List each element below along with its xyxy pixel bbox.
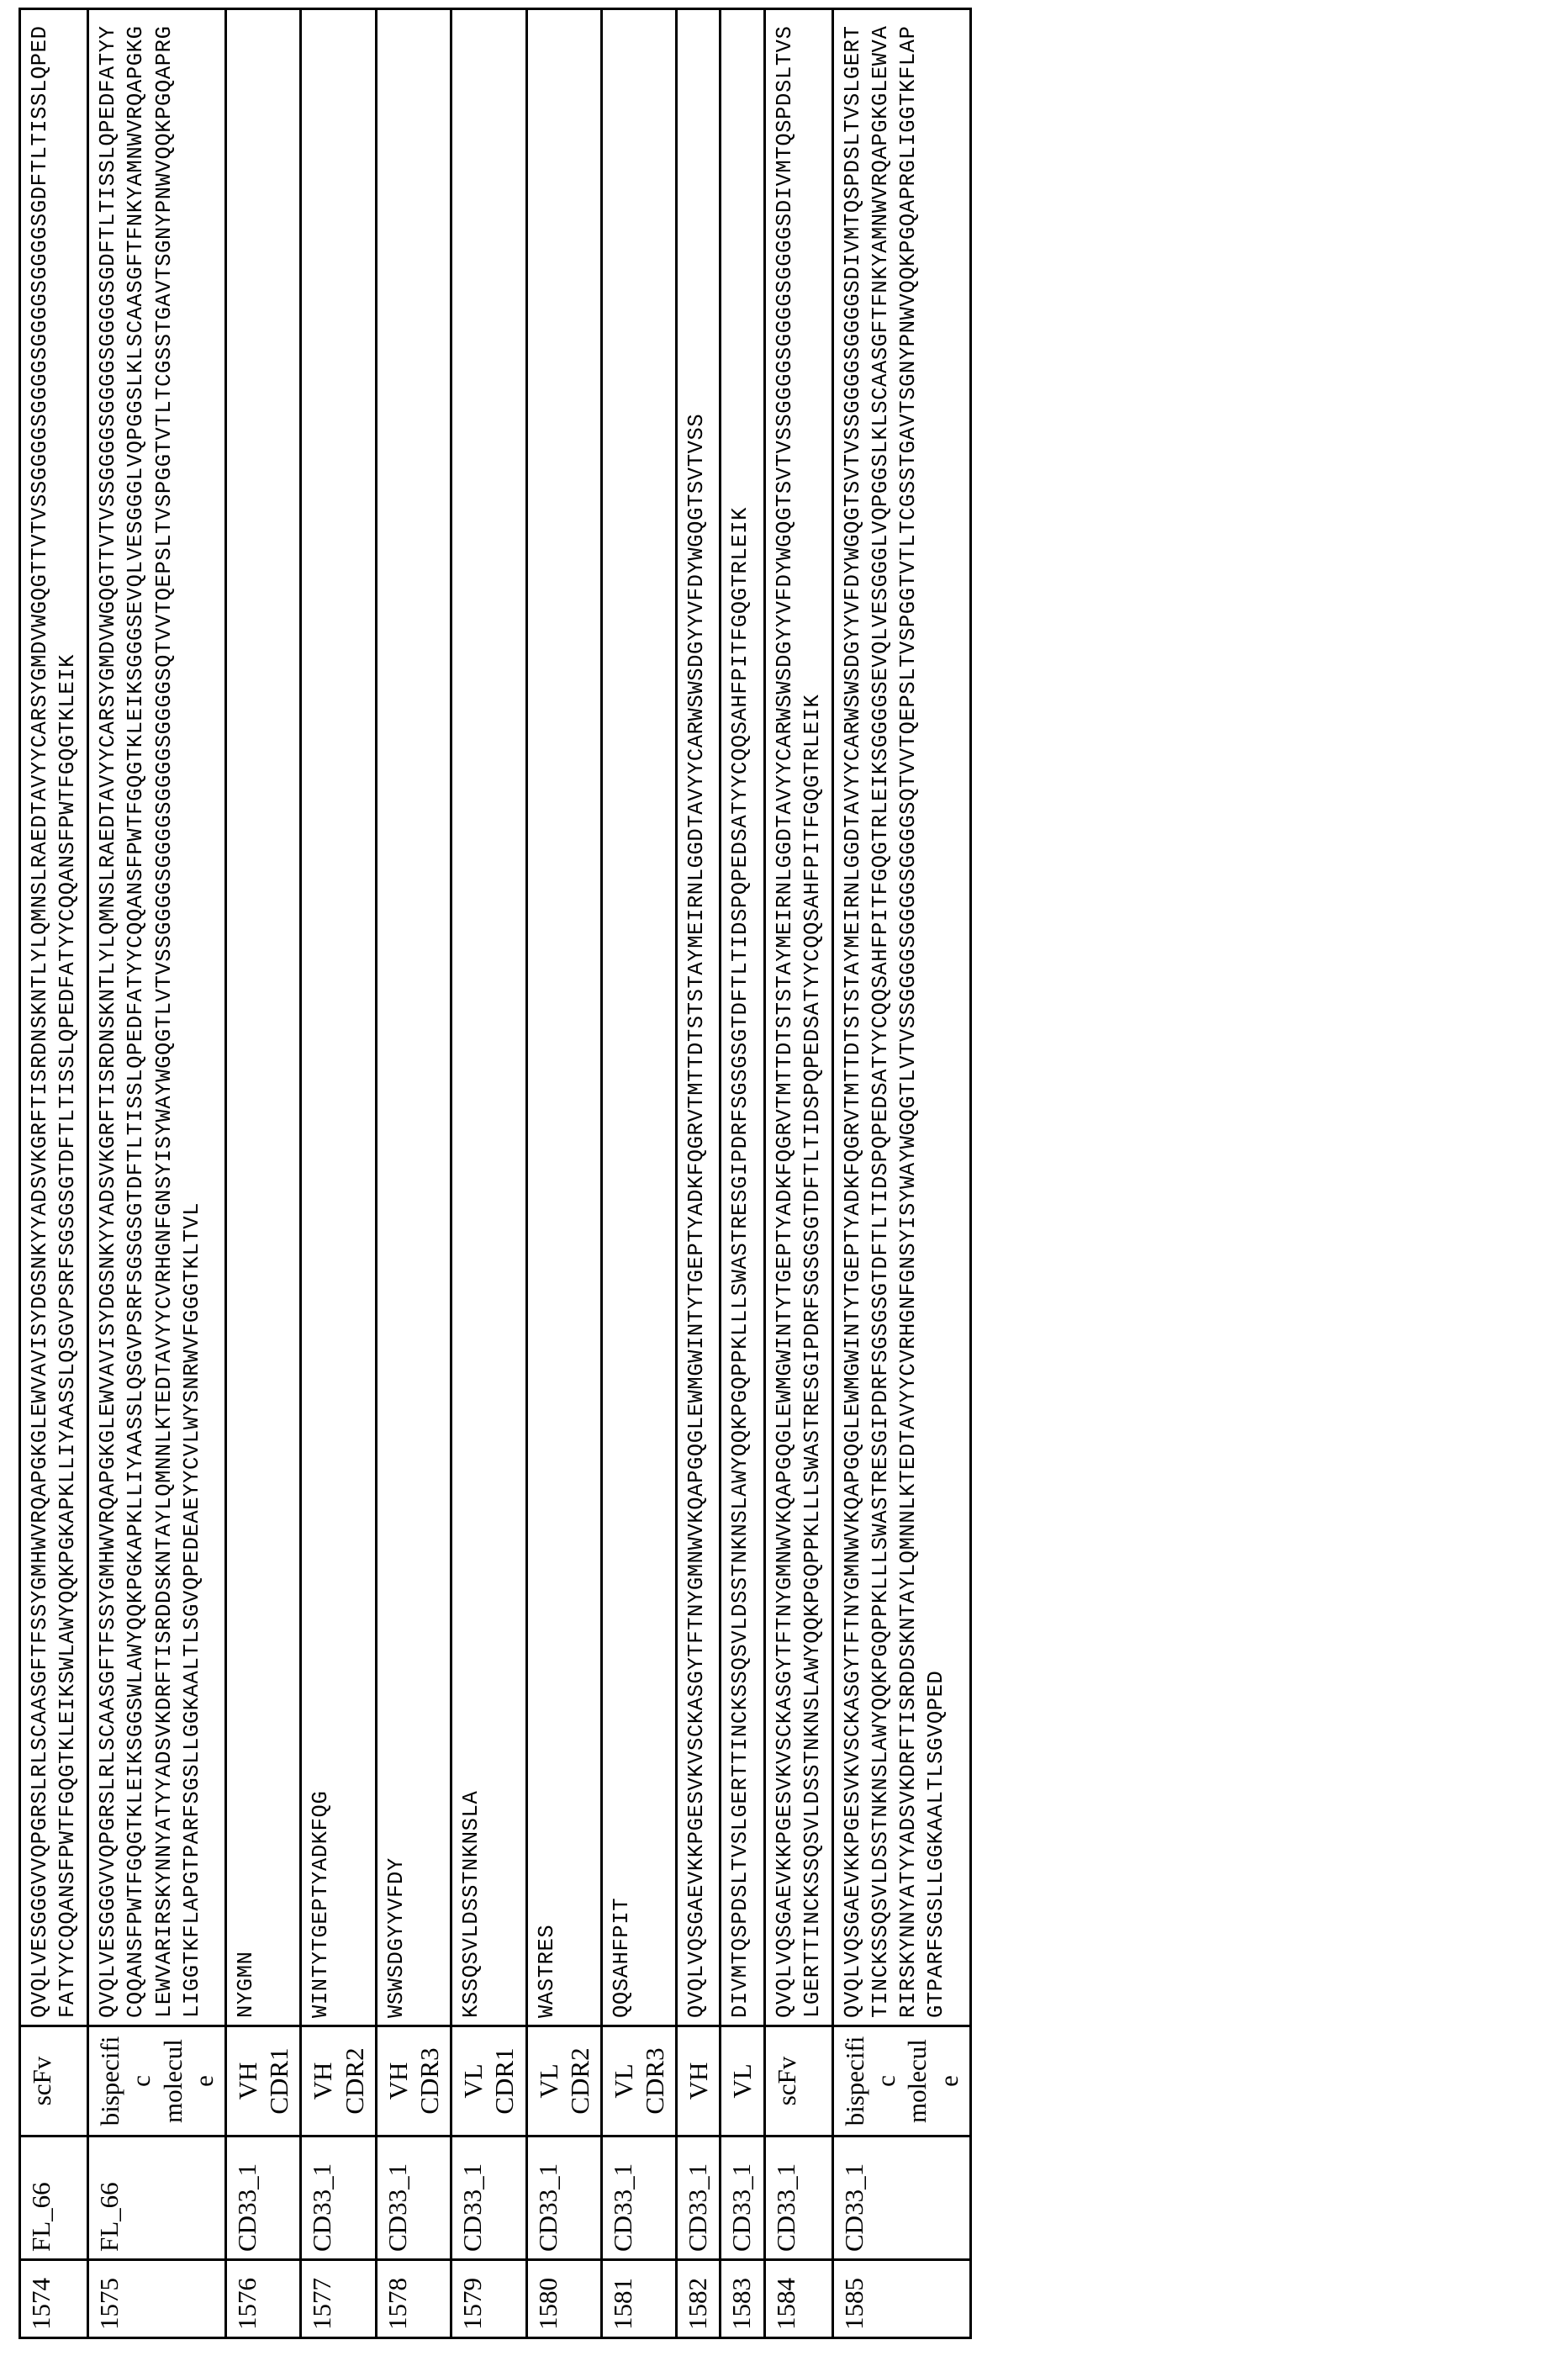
sequence-name-cell: CD33_1 bbox=[832, 2137, 970, 2260]
amino-acid-sequence-cell: QVQLVQSGAEVKKPGESVKVSCKASGYTFTNYGMNWVKQAPGQGLEWMGWINTYTGEPTYADKFQGRVTMTTDTSTSTAYMEIRNLGGDTAVYYCARWSWSDGYYVFDYWGQGTSVTVSSGGGGSGGGGSDIVMTQSPDSLTVSLGERTTINCKSSQSVLDSSTNKNSLAWYQQKPGQPPKLLLSWASTRESGIPDRFSGSGSGTDFTLTIDSPQPEDSATYYCQQSAHFPITFGQGTRLEIKSGGGGSEVQLVESGGGLVQPGGSLKLSCAASGFTFNKYAMNWVRQAPGKGLEWVARIRSKYNNYATYYADSVKDRFTISRDDSKNTAYLQMNNLKTEDTAVYYCVRHGNFGNSYISYWAYWGQGTLVTVSSGGGGSGGGGSGGGGSQTVVTQEPSLTVSPGGTVTLTCGSSTGAVTSGNYPNWVQQKPGQAPRGLIGGTKFLAPGTPARFSGSLLGGKAALTLSGVQPED bbox=[832, 9, 970, 2026]
molecule-type-label: scFv bbox=[771, 2056, 801, 2106]
sequence-listing-table-wrap bbox=[18, 17, 1280, 2339]
molecule-type-cell bbox=[226, 2026, 301, 2137]
sequence-name-cell: CD33_1 bbox=[526, 2137, 601, 2260]
molecule-type-cell bbox=[301, 2026, 376, 2137]
molecule-type-label: VL CDR3 bbox=[608, 2047, 670, 2115]
seq-id-cell: 1577 bbox=[301, 2260, 376, 2338]
sequence-name-cell: CD33_1 bbox=[677, 2137, 721, 2260]
molecule-type-cell bbox=[451, 2026, 526, 2137]
table-row bbox=[721, 9, 764, 2338]
table-row bbox=[601, 9, 676, 2338]
amino-acid-sequence-cell: QQSAHFPIT bbox=[601, 9, 676, 2026]
sequence-name-cell: FL_66 bbox=[20, 2137, 88, 2260]
molecule-type-cell bbox=[20, 2026, 88, 2137]
table-row bbox=[832, 9, 970, 2338]
table-row bbox=[526, 9, 601, 2338]
table-row bbox=[376, 9, 451, 2338]
molecule-type-cell bbox=[677, 2026, 721, 2137]
molecule-type-label: scFv bbox=[27, 2056, 56, 2106]
seq-id-cell: 1585 bbox=[832, 2260, 970, 2338]
seq-id-cell: 1579 bbox=[451, 2260, 526, 2338]
molecule-type-label: VL CDR1 bbox=[458, 2047, 520, 2115]
sequence-name-cell: CD33_1 bbox=[226, 2137, 301, 2260]
amino-acid-sequence-cell: NYGMN bbox=[226, 9, 301, 2026]
amino-acid-sequence-cell: QVQLVESGGGVVQPGRSLRLSCAASGFTFSSYGMHWVRQAPGKGLEWVAVISYDGSNKYYADSVKGRFTISRDNSKNTLYLQMNSLRAEDTAVYYCARSYGMDVWGQGTTVTVSSGGGGSGGGGSGGGGSGGGGSGDFTLTISSLQPEDFATYYCQQANSFPWTFGQGTKLEIKSWLAWYQQKPGKAPKLLIYAASSLQSGVPSRFSGSGSGTDFTLTISSLQPEDFATYYCQQANSFPWTFGQGTKLEIK bbox=[20, 9, 88, 2026]
amino-acid-sequence-cell: WASTRES bbox=[526, 9, 601, 2026]
table-row bbox=[20, 9, 88, 2338]
amino-acid-sequence-cell: WSWSDGYYVFDY bbox=[376, 9, 451, 2026]
molecule-type-label: bispecific molecule bbox=[839, 2036, 964, 2126]
seq-id-cell: 1580 bbox=[526, 2260, 601, 2338]
seq-id-cell: 1578 bbox=[376, 2260, 451, 2338]
amino-acid-sequence-cell: DIVMTQSPDSLTVSLGERTTINCKSSQSVLDSSTNKNSLAWYQQKPGQPPKLLLSWASTRESGIPDRFSGSGSGTDFTLTIDSPQPEDSATYYCQQSAHFPITFGQGTRLEIK bbox=[721, 9, 764, 2026]
seq-id-cell: 1574 bbox=[20, 2260, 88, 2338]
table-row bbox=[226, 9, 301, 2338]
molecule-type-label: VH bbox=[684, 2062, 714, 2100]
molecule-type-cell bbox=[832, 2026, 970, 2137]
sequence-name-cell: CD33_1 bbox=[451, 2137, 526, 2260]
sequence-name-cell: CD33_1 bbox=[301, 2137, 376, 2260]
sequence-name-cell: CD33_1 bbox=[721, 2137, 764, 2260]
amino-acid-sequence-cell: QVQLVQSGAEVKKPGESVKVSCKASGYTFTNYGMNWVKQAPGQGLEWMGWINTYTGEPTYADKFQGRVTMTTDTSTSTAYMEIRNLGGDTAVYYCARWSWSDGYYVFDYWGQGTSVTVSS bbox=[677, 9, 721, 2026]
table-row bbox=[88, 9, 226, 2338]
amino-acid-sequence-cell: QVQLVQSGAEVKKPGESVKVSCKASGYTFTNYGMNWVKQAPGQGLEWMGWINTYTGEPTYADKFQGRVTMTTDTSTSTAYMEIRNLGGDTAVYYCARWSWSDGYYVFDYWGQGTSVTVSSGGGGSGGGGSGGGGSDIVMTQSPDSLTVSLGERTTINCKSSQSVLDSSTNKNSLAWYQQKPGQPPKLLLSWASTRESGIPDRFSGSGSGTDFTLTIDSPQPEDSATYYCQQSAHFPITFGQGTRLEIK bbox=[764, 9, 832, 2026]
molecule-type-label: VH CDR3 bbox=[383, 2047, 444, 2115]
molecule-type-label: VL CDR2 bbox=[533, 2047, 594, 2115]
molecule-type-label: VL bbox=[727, 2063, 758, 2099]
table-row bbox=[677, 9, 721, 2338]
seq-id-cell: 1581 bbox=[601, 2260, 676, 2338]
molecule-type-cell bbox=[601, 2026, 676, 2137]
molecule-type-cell bbox=[764, 2026, 832, 2137]
sequence-name-cell: CD33_1 bbox=[376, 2137, 451, 2260]
sequence-name-cell: CD33_1 bbox=[601, 2137, 676, 2260]
sequence-name-cell: FL_66 bbox=[88, 2137, 226, 2260]
amino-acid-sequence-cell: QVQLVESGGGVVQPGRSLRLSCAASGFTFSSYGMHWVRQAPGKGLEWVAVISYDGSNKYYADSVKGRFTISRDNSKNTLYLQMNSLRAEDTAVYYCARSYGMDVWGQGTTVTVSSGGGGSGGGGSGGGGSGDFTLTISSLQPEDFATYYCQQANSFPWTFGQGTKLEIKSGGSWLAWYQQKPGKAPKLLIYAASSLQSGVPSRFSGSGSGTDFTLTISSLQPEDFATYYCQQANSFPWTFGQGTKLEIKSGGGSEVQLVESGGGLVQPGGSLKLSCAASGFTFNKYAMNWVRQAPGKGLEWVARIRSKYNNYATYYADSVKDRFTISRDDSKNTAYLQMNNLKTEDTAVYYCVRHGNFGNSYISYWAYWGQGTLVTVSSGGGGSGGGGSGGGGSGGGGSQTVVTQEPSLTVSPGGTVTLTCGSSTGAVTSGNYPNWVQQKPGQAPRGLIGGTKFLAPGTPARFSGSLLGGKAALTLSGVQPEDEAEYYCVLWYSNRWVFGGGTKLTVL bbox=[88, 9, 226, 2026]
seq-id-cell: 1584 bbox=[764, 2260, 832, 2338]
seq-id-cell: 1576 bbox=[226, 2260, 301, 2338]
table-row bbox=[764, 9, 832, 2338]
table-row bbox=[301, 9, 376, 2338]
sequence-name-cell: CD33_1 bbox=[764, 2137, 832, 2260]
molecule-type-cell bbox=[88, 2026, 226, 2137]
molecule-type-label: VH CDR1 bbox=[233, 2047, 294, 2115]
molecule-type-cell bbox=[721, 2026, 764, 2137]
seq-id-cell: 1575 bbox=[88, 2260, 226, 2338]
molecule-type-cell bbox=[526, 2026, 601, 2137]
seq-id-cell: 1582 bbox=[677, 2260, 721, 2338]
table-body bbox=[20, 9, 971, 2338]
amino-acid-sequence-cell: WINTYTGEPTYADKFQG bbox=[301, 9, 376, 2026]
molecule-type-label: VH CDR2 bbox=[308, 2047, 369, 2115]
sequence-listing-table bbox=[18, 8, 972, 2339]
molecule-type-label: bispecific molecule bbox=[95, 2036, 219, 2126]
amino-acid-sequence-cell: KSSQSVLDSSTNKNSLA bbox=[451, 9, 526, 2026]
seq-id-cell: 1583 bbox=[721, 2260, 764, 2338]
table-row bbox=[451, 9, 526, 2338]
molecule-type-cell bbox=[376, 2026, 451, 2137]
